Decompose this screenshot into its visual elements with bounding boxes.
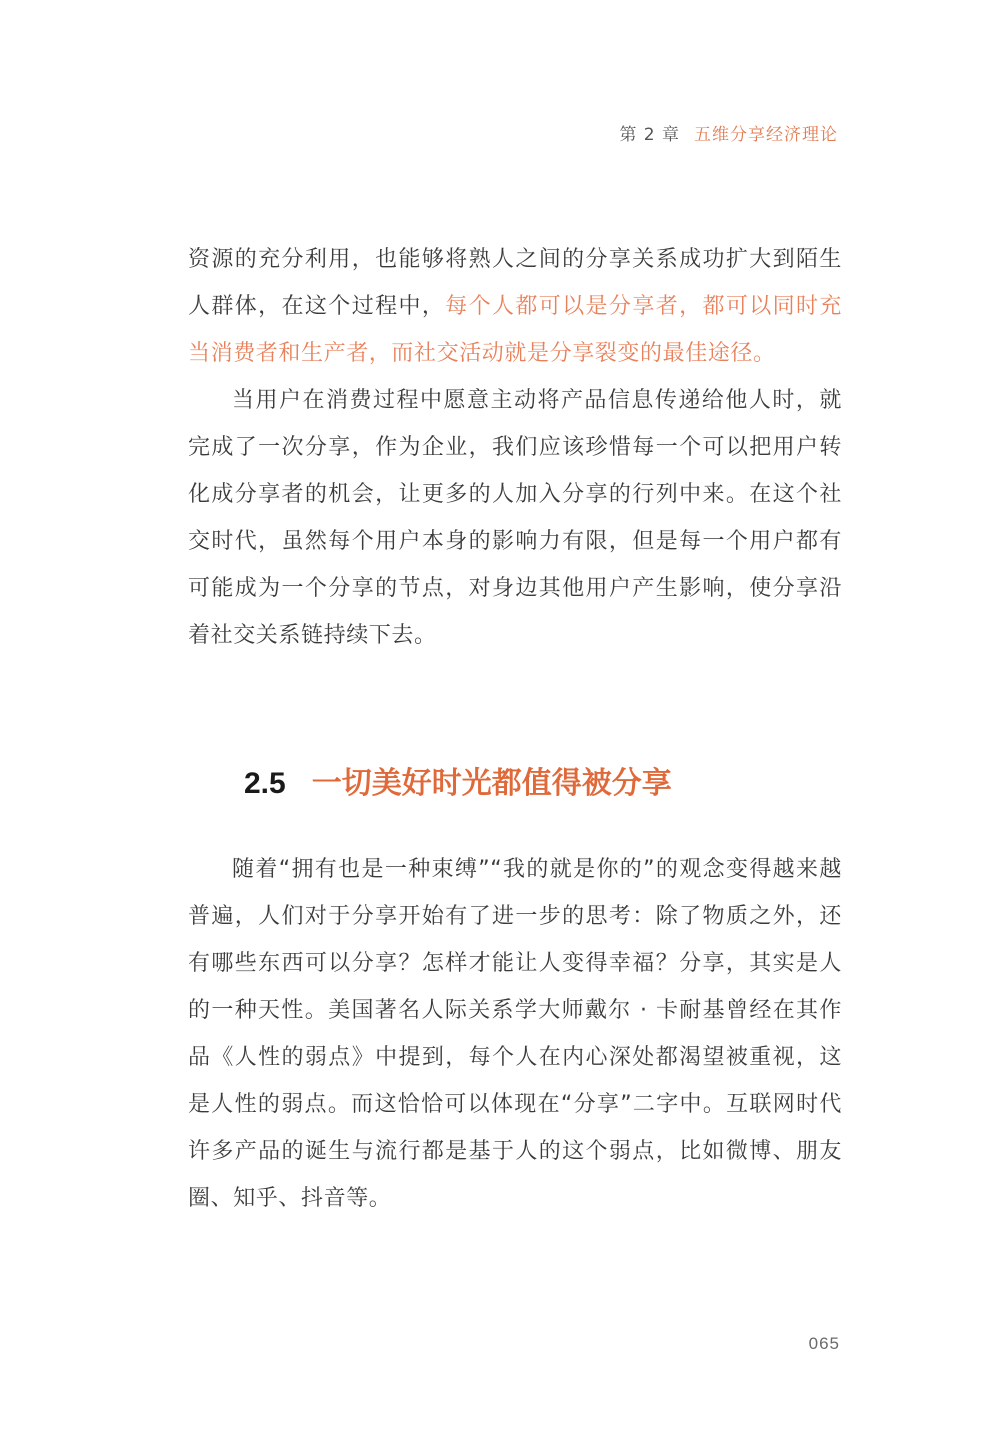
- chapter-title: 五维分享经济理论: [694, 125, 838, 145]
- chapter-number: 第 2 章: [619, 125, 680, 145]
- section-heading: [244, 760, 672, 808]
- body-text-block-2: [188, 846, 842, 1222]
- paragraph-1-text: 资源的充分利用，也能够将熟人之间的分享关系成功扩大到陌生人群体，在这个过程中，: [188, 247, 842, 319]
- paragraph-1-highlight: 每个人都可以是分享者，都可以同时充当消费者和生产者，而社交活动就是分享裂变的最佳途径。: [188, 294, 842, 366]
- section-title: 一切美好时光都值得被分享: [311, 766, 672, 801]
- running-header: [619, 120, 838, 145]
- page-number: 065: [808, 1334, 840, 1353]
- section-number: 2.5: [244, 767, 286, 800]
- body-text-block-1: [188, 236, 842, 659]
- paragraph-2: 当用户在消费过程中愿意主动将产品信息传递给他人时，就完成了一次分享，作为企业，我们应该珍惜每一个可以把用户转化成分享者的机会，让更多的人加入分享的行列中来。在这个社交时代，虽然每个用户本身的影响力有限，但是每一个用户都有可能成为一个分享的节点，对身边其他用户产生影响，使分享沿着社交关系链持续下去。: [188, 388, 842, 648]
- paragraph-3: 随着“拥有也是一种束缚”“我的就是你的”的观念变得越来越普遍，人们对于分享开始有了进一步的思考：除了物质之外，还有哪些东西可以分享？怎样才能让人变得幸福？分享，其实是人的一种天性。美国著名人际关系学大师戴尔 · 卡耐基曾经在其作品《人性的弱点》中提到，每个人在内心深处都渴望被重视，这是人性的弱点。而这恰恰可以体现在“分享”二字中。互联网时代许多产品的诞生与流行都是基于人的这个弱点，比如微博、朋友圈、知乎、抖音等。: [188, 857, 842, 1211]
- paragraph-1: [188, 236, 842, 377]
